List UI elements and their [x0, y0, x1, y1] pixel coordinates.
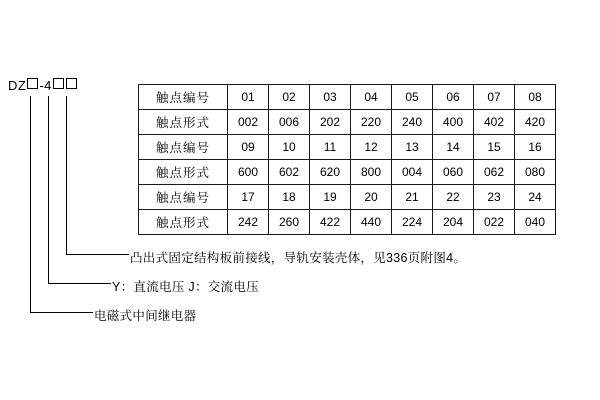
table-cell: 03	[310, 85, 351, 110]
note-structure: 凸出式固定结构板前接线，导轨安装壳体，见336页附图4。	[130, 251, 467, 265]
table-cell: 006	[269, 110, 310, 135]
table-cell: 11	[310, 135, 351, 160]
table-cell: 01	[228, 85, 269, 110]
table-cell: 242	[228, 210, 269, 235]
table-cell: 420	[515, 110, 556, 135]
table-cell: 17	[228, 185, 269, 210]
table-cell: 18	[269, 185, 310, 210]
table-cell: 14	[433, 135, 474, 160]
table-cell: 004	[392, 160, 433, 185]
table-cell: 06	[433, 85, 474, 110]
table-cell: 002	[228, 110, 269, 135]
model-mid: -4	[39, 78, 52, 93]
row-header: 触点编号	[139, 85, 228, 110]
row-header: 触点形式	[139, 210, 228, 235]
table-cell: 05	[392, 85, 433, 110]
model-box-2	[53, 78, 64, 89]
contact-spec-table	[138, 84, 556, 235]
table-cell: 800	[351, 160, 392, 185]
leader-line-note-3	[30, 96, 93, 313]
table-cell: 022	[474, 210, 515, 235]
model-box-1	[27, 78, 38, 89]
table-cell: 402	[474, 110, 515, 135]
table-cell: 440	[351, 210, 392, 235]
table-cell: 602	[269, 160, 310, 185]
table-cell: 060	[433, 160, 474, 185]
table-cell: 422	[310, 210, 351, 235]
table-row	[139, 185, 556, 210]
table-cell: 600	[228, 160, 269, 185]
row-header: 触点编号	[139, 135, 228, 160]
table-cell: 620	[310, 160, 351, 185]
table-cell: 09	[228, 135, 269, 160]
table-cell: 02	[269, 85, 310, 110]
table-row	[139, 210, 556, 235]
table-cell: 07	[474, 85, 515, 110]
table-cell: 204	[433, 210, 474, 235]
table-cell: 19	[310, 185, 351, 210]
table-cell: 220	[351, 110, 392, 135]
note-relay-type: 电磁式中间继电器	[94, 309, 197, 323]
table-row	[139, 85, 556, 110]
table-cell: 224	[392, 210, 433, 235]
row-header: 触点形式	[139, 110, 228, 135]
table-cell: 240	[392, 110, 433, 135]
table-cell: 260	[269, 210, 310, 235]
table-row	[139, 135, 556, 160]
table-cell: 23	[474, 185, 515, 210]
table-cell: 13	[392, 135, 433, 160]
table-cell: 080	[515, 160, 556, 185]
table-cell: 16	[515, 135, 556, 160]
table-cell: 08	[515, 85, 556, 110]
model-code	[8, 78, 78, 93]
table-cell: 062	[474, 160, 515, 185]
table-cell: 12	[351, 135, 392, 160]
table-cell: 22	[433, 185, 474, 210]
table-cell: 20	[351, 185, 392, 210]
table-cell: 10	[269, 135, 310, 160]
table-cell: 24	[515, 185, 556, 210]
row-header: 触点编号	[139, 185, 228, 210]
table-cell: 04	[351, 85, 392, 110]
table-row	[139, 110, 556, 135]
table-cell: 21	[392, 185, 433, 210]
table-cell: 400	[433, 110, 474, 135]
table-cell: 202	[310, 110, 351, 135]
table-cell: 040	[515, 210, 556, 235]
table-cell: 15	[474, 135, 515, 160]
model-box-3	[66, 78, 77, 89]
table-row	[139, 160, 556, 185]
model-prefix: DZ	[8, 78, 27, 93]
row-header: 触点形式	[139, 160, 228, 185]
note-voltage-type: Y：直流电压 J：交流电压	[112, 280, 259, 294]
